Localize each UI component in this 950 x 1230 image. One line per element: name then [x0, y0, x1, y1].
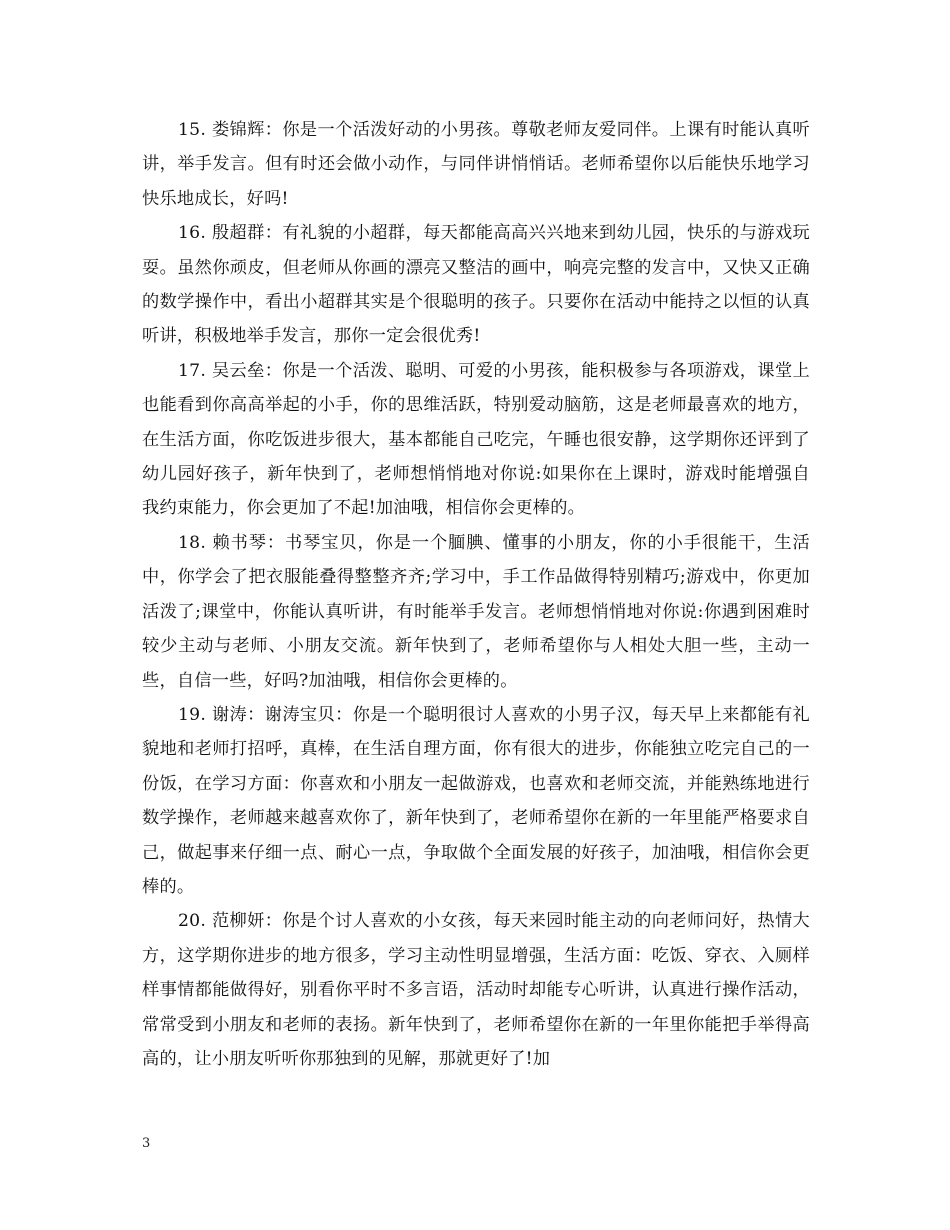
comment-paragraph-20: 20. 范柳妍：你是个讨人喜欢的小女孩，每天来园时能主动的向老师问好，热情大方，这学期你进步的地方很多，学习主动性明显增强，生活方面：吃饭、穿衣、入厕样样事情都能做得好，别看你平时不多言语，活动时却能专心听讲，认真进行操作活动，常常受到小朋友和老师的表扬。新年快到了，老师希望你在新的一年里你能把手举得高高的，让小朋友听听你那独到的见解，那就更好了!加	[142, 911, 810, 1069]
comment-paragraph-15: 15. 娄锦辉：你是一个活泼好动的小男孩。尊敬老师友爱同伴。上课有时能认真听讲，举手发言。但有时还会做小动作，与同伴讲悄悄话。老师希望你以后能快乐地学习快乐地成长，好吗!	[142, 120, 810, 209]
comment-paragraph-17: 17. 吴云垒：你是一个活泼、聪明、可爱的小男孩，能积极参与各项游戏，课堂上也能看到你高高举起的小手，你的思维活跃，特别爱动脑筋，这是老师最喜欢的地方，在生活方面，你吃饭进步很大，基本都能自己吃完，午睡也很安静，这学期你还评到了幼儿园好孩子，新年快到了，老师想悄悄地对你说:如果你在上课时，游戏时能增强自我约束能力，你会更加了不起!加油哦，相信你会更棒的。	[142, 360, 810, 519]
comment-paragraph-18: 18. 赖书琴：书琴宝贝，你是一个腼腆、懂事的小朋友，你的小手很能干，生活中，你学会了把衣服能叠得整整齐齐;学习中，手工作品做得特别精巧;游戏中，你更加活泼了;课堂中，你能认真听讲，有时能举手发言。老师想悄悄地对你说:你遇到困难时较少主动与老师、小朋友交流。新年快到了，老师希望你与人相处大胆一些，主动一些，自信一些，好吗?加油哦，相信你会更棒的。	[142, 532, 810, 691]
comment-paragraph-16: 16. 殷超群：有礼貌的小超群，每天都能高高兴兴地来到幼儿园，快乐的与游戏玩耍。虽然你顽皮，但老师从你画的漂亮又整洁的画中，响亮完整的发言中，又快又正确的数学操作中，看出小超群其实是个很聪明的孩子。只要你在活动中能持之以恒的认真听讲，积极地举手发言，那你一定会很优秀!	[142, 223, 810, 347]
document-body	[142, 113, 810, 1076]
comment-paragraph-19: 19. 谢涛：谢涛宝贝：你是一个聪明很讨人喜欢的小男子汉，每天早上来都能有礼貌地和老师打招呼，真棒，在生活自理方面，你有很大的进步，你能独立吃完自己的一份饭，在学习方面：你喜欢和小朋友一起做游戏，也喜欢和老师交流，并能熟练地进行数学操作，老师越来越喜欢你了，新年快到了，老师希望你在新的一年里能严格要求自己，做起事来仔细一点、耐心一点，争取做个全面发展的好孩子，加油哦，相信你会更棒的。	[142, 704, 810, 897]
page-number: 3	[142, 1136, 151, 1151]
